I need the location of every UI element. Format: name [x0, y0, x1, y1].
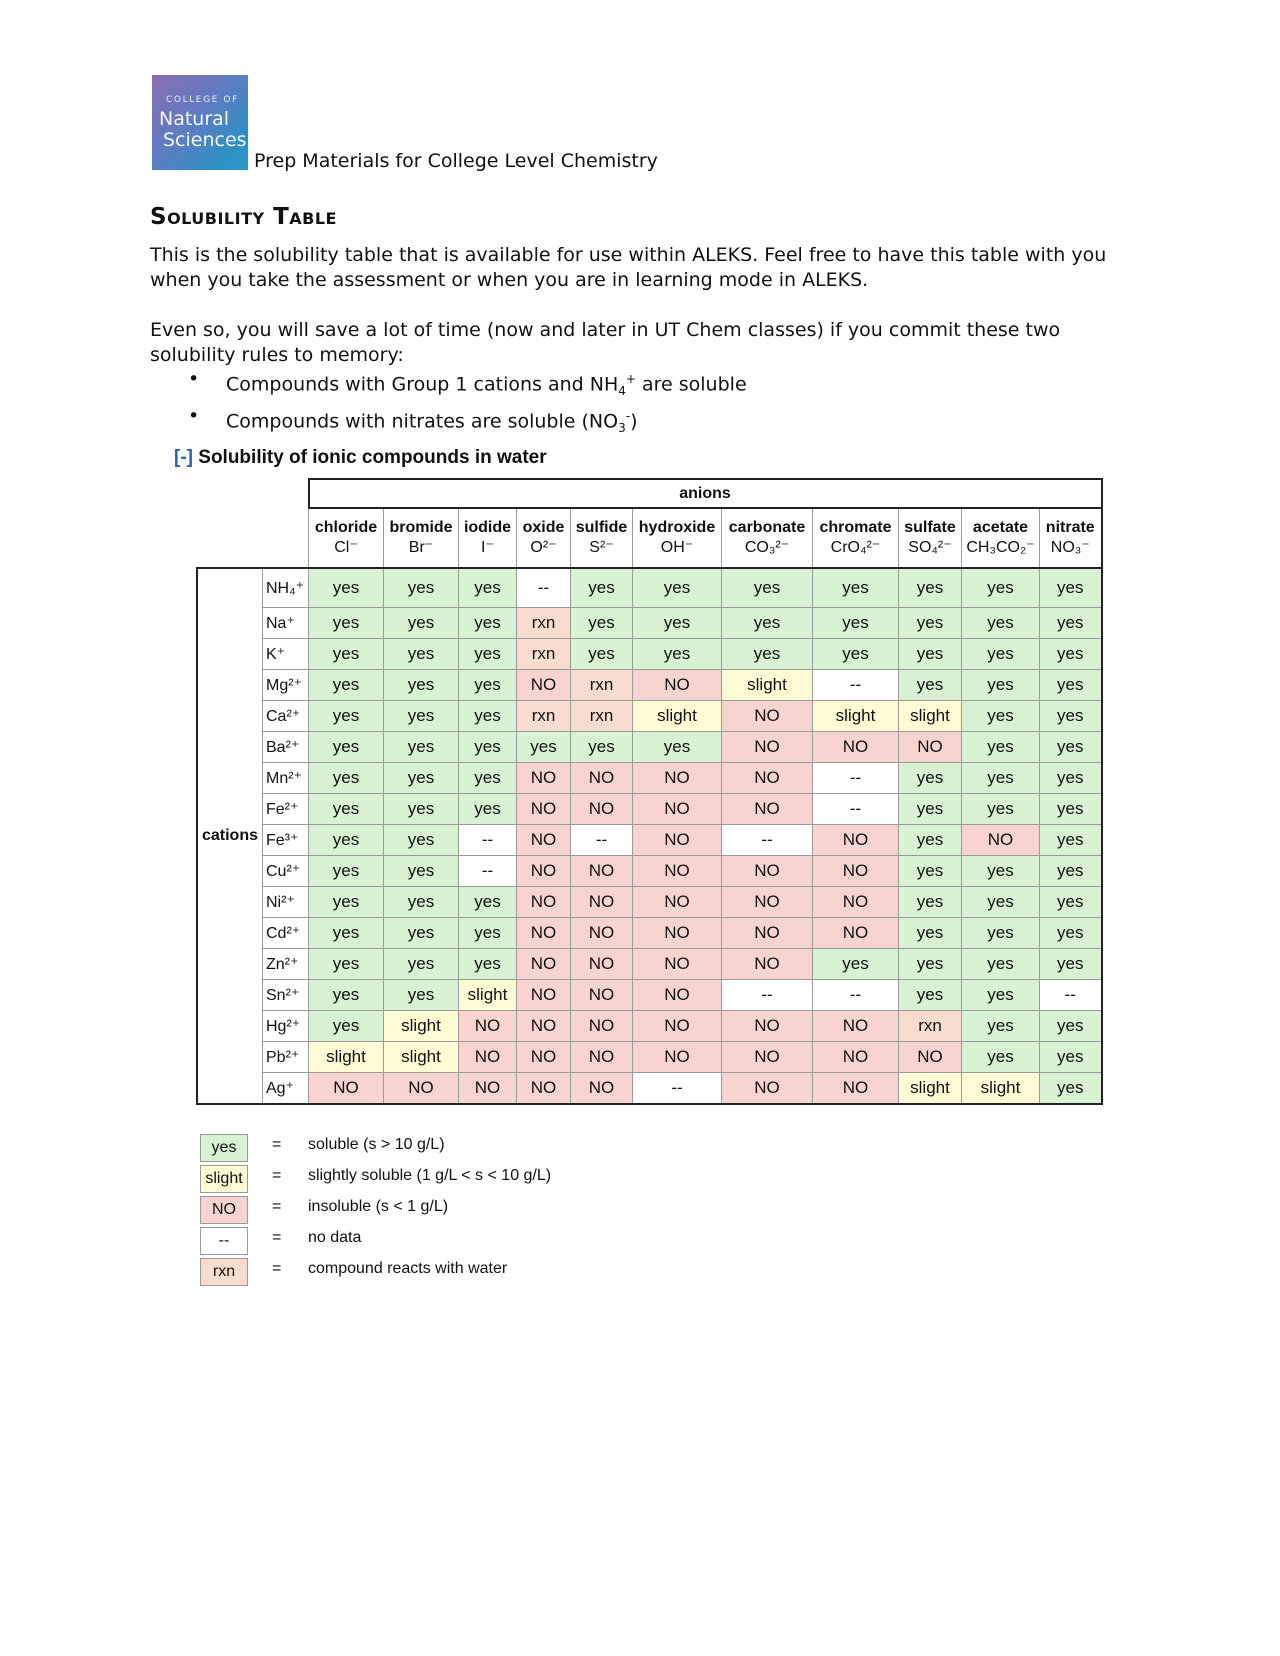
intro-paragraph: This is the solubility table that is available for use within ALEKS. Feel free to have this table with you when you take the assessment or when you are in learning mode in ALEKS.: [150, 244, 1107, 291]
solubility-cell: yes: [384, 825, 459, 856]
solubility-cell: --: [813, 670, 899, 701]
solubility-cell: yes: [309, 918, 384, 949]
solubility-cell: yes: [571, 608, 633, 639]
cation-label: Hg²⁺: [263, 1011, 309, 1042]
anion-header-hydroxide: [633, 508, 722, 568]
solubility-cell: NO: [899, 1042, 962, 1073]
solubility-cell: yes: [309, 887, 384, 918]
solubility-cell: NO: [722, 856, 813, 887]
solubility-cell: NO: [633, 1042, 722, 1073]
cation-label: Sn²⁺: [263, 980, 309, 1011]
solubility-cell: NO: [813, 1073, 899, 1104]
solubility-cell: yes: [571, 732, 633, 763]
table-row: [197, 856, 1102, 887]
anion-formula: CO₃²⁻: [744, 539, 790, 556]
solubility-cell: yes: [1040, 1042, 1102, 1073]
anion-formula: S²⁻: [589, 539, 614, 556]
solubility-cell: yes: [962, 856, 1040, 887]
table-row: [197, 732, 1102, 763]
anion-header-iodide: [459, 508, 517, 568]
solubility-cell: NO: [571, 918, 633, 949]
anion-header-carbonate: [722, 508, 813, 568]
solubility-cell: --: [571, 825, 633, 856]
solubility-cell: yes: [899, 794, 962, 825]
solubility-cell: NO: [633, 949, 722, 980]
solubility-cell: yes: [459, 701, 517, 732]
solubility-cell: NO: [517, 887, 571, 918]
solubility-cell: yes: [899, 918, 962, 949]
solubility-cell: --: [813, 763, 899, 794]
solubility-cell: yes: [1040, 670, 1102, 701]
table-title: [174, 447, 547, 469]
anion-formula: Br⁻: [408, 539, 434, 556]
solubility-cell: NO: [517, 1073, 571, 1104]
solubility-cell: slight: [633, 701, 722, 732]
solubility-cell: yes: [1040, 794, 1102, 825]
solubility-cell: yes: [384, 732, 459, 763]
solubility-cell: slight: [384, 1011, 459, 1042]
legend-swatch: slight: [200, 1165, 248, 1193]
solubility-cell: yes: [309, 568, 384, 608]
legend-description: no data: [308, 1229, 362, 1246]
cation-label: Cu²⁺: [263, 856, 309, 887]
solubility-cell: NO: [517, 856, 571, 887]
solubility-cell: yes: [1040, 639, 1102, 670]
solubility-cell: yes: [1040, 1073, 1102, 1104]
legend-equals: =: [272, 1260, 282, 1277]
college-logo: [152, 75, 248, 170]
header-text: Prep Materials for College Level Chemistry: [254, 150, 658, 172]
solubility-cell: NO: [571, 887, 633, 918]
solubility-cell: --: [459, 856, 517, 887]
solubility-cell: NO: [722, 794, 813, 825]
solubility-cell: yes: [384, 918, 459, 949]
table-row: [197, 887, 1102, 918]
solubility-cell: yes: [459, 887, 517, 918]
logo-line-1: COLLEGE OF: [166, 95, 239, 105]
cation-label: Ni²⁺: [263, 887, 309, 918]
table-row: [197, 1073, 1102, 1104]
solubility-cell: yes: [722, 608, 813, 639]
solubility-cell: NO: [517, 949, 571, 980]
table-row: [197, 1042, 1102, 1073]
solubility-cell: yes: [962, 1011, 1040, 1042]
solubility-cell: yes: [962, 980, 1040, 1011]
solubility-cell: NO: [571, 980, 633, 1011]
anion-formula: O²⁻: [530, 539, 557, 556]
solubility-cell: NO: [722, 701, 813, 732]
solubility-cell: yes: [899, 980, 962, 1011]
solubility-cell: --: [633, 1073, 722, 1104]
solubility-cell: NO: [571, 1042, 633, 1073]
solubility-cell: yes: [384, 949, 459, 980]
legend-equals: =: [272, 1136, 282, 1153]
solubility-cell: NO: [633, 918, 722, 949]
page-title: Solubility Table: [150, 204, 337, 230]
solubility-cell: NO: [459, 1073, 517, 1104]
solubility-cell: rxn: [571, 701, 633, 732]
solubility-cell: yes: [459, 918, 517, 949]
solubility-cell: NO: [571, 1011, 633, 1042]
legend-equals: =: [272, 1229, 282, 1246]
cation-label: Mn²⁺: [263, 763, 309, 794]
solubility-cell: NO: [633, 794, 722, 825]
anion-name: carbonate: [728, 519, 806, 536]
solubility-cell: NO: [722, 1073, 813, 1104]
solubility-cell: NO: [571, 794, 633, 825]
cation-label: Fe³⁺: [263, 825, 309, 856]
solubility-cell: NO: [517, 918, 571, 949]
solubility-cell: yes: [962, 763, 1040, 794]
legend-swatch: --: [200, 1227, 248, 1255]
solubility-cell: rxn: [517, 639, 571, 670]
solubility-cell: NO: [633, 670, 722, 701]
solubility-cell: --: [813, 794, 899, 825]
solubility-cell: yes: [962, 608, 1040, 639]
anion-header-acetate: [962, 508, 1040, 568]
solubility-table: [196, 478, 1103, 1105]
legend-equals: =: [272, 1167, 282, 1184]
anion-header-bromide: [384, 508, 459, 568]
solubility-cell: yes: [633, 568, 722, 608]
solubility-cell: yes: [962, 887, 1040, 918]
solubility-cell: NO: [633, 980, 722, 1011]
anion-name: nitrate: [1045, 519, 1095, 536]
solubility-cell: yes: [633, 608, 722, 639]
solubility-cell: NO: [813, 856, 899, 887]
solubility-cell: NO: [517, 670, 571, 701]
legend-description: insoluble (s < 1 g/L): [308, 1198, 449, 1215]
solubility-cell: yes: [459, 794, 517, 825]
rules-paragraph: Even so, you will save a lot of time (now and later in UT Chem classes) if you commit these two solubility rules to memory:: [150, 319, 1061, 366]
solubility-cell: --: [517, 568, 571, 608]
solubility-cell: slight: [309, 1042, 384, 1073]
solubility-cell: NO: [962, 825, 1040, 856]
solubility-cell: yes: [899, 856, 962, 887]
solubility-cell: yes: [899, 568, 962, 608]
solubility-cell: NO: [459, 1011, 517, 1042]
solubility-cell: yes: [1040, 608, 1102, 639]
anion-header-sulfate: [899, 508, 962, 568]
solubility-cell: yes: [1040, 732, 1102, 763]
table-row: [197, 763, 1102, 794]
solubility-cell: yes: [962, 794, 1040, 825]
solubility-cell: yes: [384, 608, 459, 639]
solubility-cell: yes: [722, 639, 813, 670]
anion-header-chloride: [309, 508, 384, 568]
solubility-cell: yes: [1040, 825, 1102, 856]
solubility-cell: yes: [813, 608, 899, 639]
solubility-cell: NO: [571, 1073, 633, 1104]
anion-formula: CH₃CO₂⁻: [966, 539, 1035, 556]
solubility-cell: slight: [459, 980, 517, 1011]
legend-description: soluble (s > 10 g/L): [308, 1136, 445, 1153]
solubility-cell: yes: [309, 794, 384, 825]
solubility-cell: NO: [722, 887, 813, 918]
solubility-cell: rxn: [517, 701, 571, 732]
solubility-cell: yes: [309, 732, 384, 763]
cation-label: Ag⁺: [263, 1073, 309, 1104]
anion-formula: I⁻: [481, 539, 494, 556]
rules-list: [188, 367, 747, 441]
cation-label: Na⁺: [263, 608, 309, 639]
solubility-cell: yes: [309, 763, 384, 794]
solubility-cell: yes: [571, 568, 633, 608]
solubility-cell: yes: [384, 568, 459, 608]
legend-description: compound reacts with water: [308, 1260, 508, 1277]
cation-label: Mg²⁺: [263, 670, 309, 701]
anions-header: anions: [309, 479, 1102, 508]
solubility-cell: yes: [633, 732, 722, 763]
solubility-cell: yes: [813, 568, 899, 608]
anion-formula: Cl⁻: [334, 539, 358, 556]
solubility-cell: yes: [309, 670, 384, 701]
table-row: [197, 568, 1102, 608]
solubility-cell: yes: [459, 639, 517, 670]
solubility-cell: yes: [899, 608, 962, 639]
solubility-cell: yes: [571, 639, 633, 670]
solubility-cell: yes: [962, 670, 1040, 701]
anion-name: sulfate: [904, 519, 956, 536]
solubility-cell: yes: [899, 825, 962, 856]
anion-name: iodide: [463, 519, 512, 536]
solubility-cell: yes: [309, 856, 384, 887]
solubility-cell: yes: [962, 568, 1040, 608]
anion-header-chromate: [813, 508, 899, 568]
anion-name: acetate: [972, 519, 1029, 536]
solubility-cell: NO: [517, 794, 571, 825]
solubility-cell: --: [722, 980, 813, 1011]
solubility-cell: NO: [571, 856, 633, 887]
solubility-cell: yes: [899, 949, 962, 980]
solubility-cell: yes: [899, 763, 962, 794]
anion-name: oxide: [522, 519, 565, 536]
anion-formula: SO₄²⁻: [908, 539, 952, 556]
table-row: [197, 949, 1102, 980]
solubility-cell: yes: [309, 701, 384, 732]
solubility-cell: NO: [899, 732, 962, 763]
solubility-cell: --: [813, 980, 899, 1011]
solubility-cell: slight: [722, 670, 813, 701]
solubility-cell: yes: [1040, 949, 1102, 980]
table-row: [197, 794, 1102, 825]
anion-header-oxide: [517, 508, 571, 568]
table-row: [197, 825, 1102, 856]
cations-label: cations: [197, 568, 263, 1104]
solubility-cell: slight: [813, 701, 899, 732]
anion-formula: OH⁻: [660, 539, 694, 556]
cation-label: Ba²⁺: [263, 732, 309, 763]
solubility-cell: NO: [459, 1042, 517, 1073]
solubility-cell: --: [1040, 980, 1102, 1011]
solubility-cell: NO: [813, 732, 899, 763]
solubility-cell: NO: [633, 1011, 722, 1042]
solubility-cell: NO: [384, 1073, 459, 1104]
rule-item: • Compounds with Group 1 cations and $NH_4^+$ are soluble: [188, 367, 747, 404]
anion-name: hydroxide: [638, 519, 716, 536]
solubility-cell: NO: [571, 949, 633, 980]
solubility-cell: NO: [571, 763, 633, 794]
solubility-cell: yes: [384, 763, 459, 794]
solubility-cell: yes: [899, 639, 962, 670]
solubility-cell: yes: [962, 701, 1040, 732]
logo-line-3: Sciences: [163, 129, 247, 151]
solubility-cell: yes: [1040, 763, 1102, 794]
solubility-cell: yes: [309, 608, 384, 639]
solubility-cell: yes: [459, 568, 517, 608]
anion-name: chloride: [314, 519, 378, 536]
collapse-toggle[interactable]: [-]: [174, 447, 193, 468]
table-row: [197, 980, 1102, 1011]
cation-label: Cd²⁺: [263, 918, 309, 949]
anion-name: chromate: [819, 519, 892, 536]
solubility-cell: yes: [309, 1011, 384, 1042]
anion-formula: CrO₄²⁻: [830, 539, 881, 556]
solubility-cell: yes: [517, 732, 571, 763]
cation-label: Ca²⁺: [263, 701, 309, 732]
solubility-cell: yes: [1040, 887, 1102, 918]
solubility-cell: NO: [517, 980, 571, 1011]
solubility-cell: yes: [1040, 918, 1102, 949]
solubility-cell: yes: [384, 794, 459, 825]
anion-header-nitrate: [1040, 508, 1102, 568]
solubility-cell: NO: [722, 949, 813, 980]
solubility-cell: yes: [1040, 1011, 1102, 1042]
anion-formula: NO₃⁻: [1050, 539, 1090, 556]
table-row: [197, 701, 1102, 732]
table-title-text: Solubility of ionic compounds in water: [198, 447, 547, 468]
solubility-cell: NO: [633, 887, 722, 918]
table-row: [197, 918, 1102, 949]
solubility-cell: yes: [722, 568, 813, 608]
solubility-cell: yes: [1040, 856, 1102, 887]
cation-label: Pb²⁺: [263, 1042, 309, 1073]
solubility-cell: yes: [309, 639, 384, 670]
solubility-cell: NO: [517, 763, 571, 794]
cation-label: Fe²⁺: [263, 794, 309, 825]
solubility-cell: yes: [384, 887, 459, 918]
solubility-cell: slight: [899, 1073, 962, 1104]
solubility-cell: NO: [517, 1011, 571, 1042]
solubility-cell: NO: [517, 1042, 571, 1073]
solubility-cell: NO: [633, 825, 722, 856]
solubility-cell: yes: [633, 639, 722, 670]
table-row: [197, 1011, 1102, 1042]
solubility-cell: yes: [899, 887, 962, 918]
anion-name: bromide: [389, 519, 453, 536]
solubility-cell: yes: [962, 918, 1040, 949]
solubility-cell: yes: [962, 732, 1040, 763]
cation-label: K⁺: [263, 639, 309, 670]
solubility-cell: yes: [813, 949, 899, 980]
solubility-cell: yes: [459, 763, 517, 794]
solubility-cell: yes: [309, 980, 384, 1011]
solubility-cell: yes: [459, 670, 517, 701]
legend-swatch: NO: [200, 1196, 248, 1224]
solubility-cell: NO: [722, 732, 813, 763]
legend-swatch: rxn: [200, 1258, 248, 1286]
legend-equals: =: [272, 1198, 282, 1215]
solubility-cell: yes: [384, 856, 459, 887]
solubility-cell: yes: [309, 825, 384, 856]
solubility-cell: NO: [722, 1011, 813, 1042]
solubility-cell: rxn: [899, 1011, 962, 1042]
cation-label: NH₄⁺: [263, 568, 309, 608]
solubility-cell: yes: [459, 949, 517, 980]
legend-description: slightly soluble (1 g/L < s < 10 g/L): [308, 1167, 552, 1184]
logo-line-2: Natural: [159, 108, 230, 130]
anion-header-sulfide: [571, 508, 633, 568]
solubility-cell: rxn: [571, 670, 633, 701]
anion-name: sulfide: [575, 519, 628, 536]
solubility-cell: yes: [384, 980, 459, 1011]
cation-label: Zn²⁺: [263, 949, 309, 980]
solubility-cell: --: [459, 825, 517, 856]
solubility-cell: NO: [309, 1073, 384, 1104]
solubility-cell: NO: [813, 887, 899, 918]
solubility-cell: NO: [633, 763, 722, 794]
solubility-cell: rxn: [517, 608, 571, 639]
table-row: [197, 608, 1102, 639]
solubility-cell: yes: [1040, 701, 1102, 732]
solubility-cell: yes: [899, 670, 962, 701]
solubility-cell: yes: [384, 701, 459, 732]
solubility-cell: --: [722, 825, 813, 856]
solubility-cell: slight: [899, 701, 962, 732]
legend-swatch: yes: [200, 1134, 248, 1162]
solubility-cell: yes: [1040, 568, 1102, 608]
solubility-cell: NO: [813, 918, 899, 949]
solubility-cell: NO: [633, 856, 722, 887]
solubility-cell: NO: [517, 825, 571, 856]
solubility-cell: yes: [459, 732, 517, 763]
solubility-cell: yes: [459, 608, 517, 639]
solubility-cell: NO: [813, 1011, 899, 1042]
solubility-cell: yes: [384, 639, 459, 670]
solubility-cell: NO: [722, 1042, 813, 1073]
table-row: [197, 670, 1102, 701]
solubility-cell: yes: [813, 639, 899, 670]
solubility-cell: yes: [962, 639, 1040, 670]
solubility-cell: NO: [813, 1042, 899, 1073]
solubility-cell: yes: [384, 670, 459, 701]
solubility-cell: yes: [309, 949, 384, 980]
solubility-cell: slight: [962, 1073, 1040, 1104]
solubility-cell: NO: [722, 918, 813, 949]
solubility-cell: yes: [962, 1042, 1040, 1073]
solubility-cell: NO: [813, 825, 899, 856]
solubility-cell: NO: [722, 763, 813, 794]
rule-item: • Compounds with nitrates are soluble $(NO_3^-)$: [188, 404, 747, 441]
table-row: [197, 639, 1102, 670]
solubility-cell: slight: [384, 1042, 459, 1073]
solubility-cell: yes: [962, 949, 1040, 980]
